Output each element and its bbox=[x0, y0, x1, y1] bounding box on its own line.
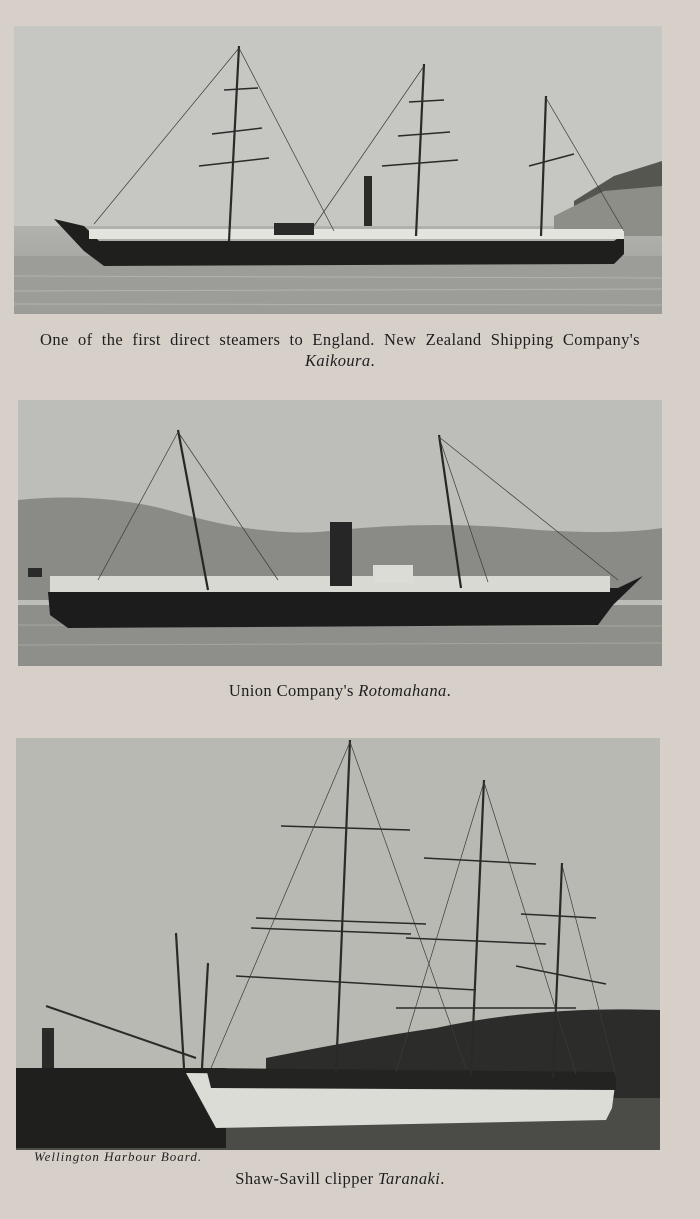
caption-rotomahana bbox=[40, 680, 640, 701]
taranaki-clipper-image bbox=[16, 738, 660, 1150]
kaikoura-steamer-image bbox=[14, 26, 662, 314]
caption-taranaki-text: Shaw-Savill clipper bbox=[235, 1169, 374, 1188]
rotomahana-steamer-image bbox=[18, 400, 662, 666]
caption-taranaki-ship-name: Taranaki bbox=[378, 1169, 441, 1188]
caption-taranaki bbox=[40, 1168, 640, 1189]
photo-taranaki bbox=[16, 738, 660, 1150]
caption-rotomahana-ship-name: Rotomahana bbox=[358, 681, 447, 700]
photo-rotomahana bbox=[18, 400, 662, 666]
caption-kaikoura-ship-name: Kaikoura bbox=[304, 351, 371, 370]
caption-kaikoura-period: . bbox=[370, 351, 376, 370]
photo-kaikoura bbox=[14, 26, 662, 314]
caption-kaikoura-text: One of the first direct steamers to England. New Zealand Shipping Company's bbox=[40, 330, 640, 349]
caption-rotomahana-text: Union Company's bbox=[228, 681, 354, 700]
caption-kaikoura bbox=[40, 329, 640, 371]
photo-credit: Wellington Harbour Board. bbox=[34, 1149, 203, 1164]
caption-taranaki-period: . bbox=[440, 1169, 445, 1188]
caption-rotomahana-period: . bbox=[446, 681, 452, 700]
